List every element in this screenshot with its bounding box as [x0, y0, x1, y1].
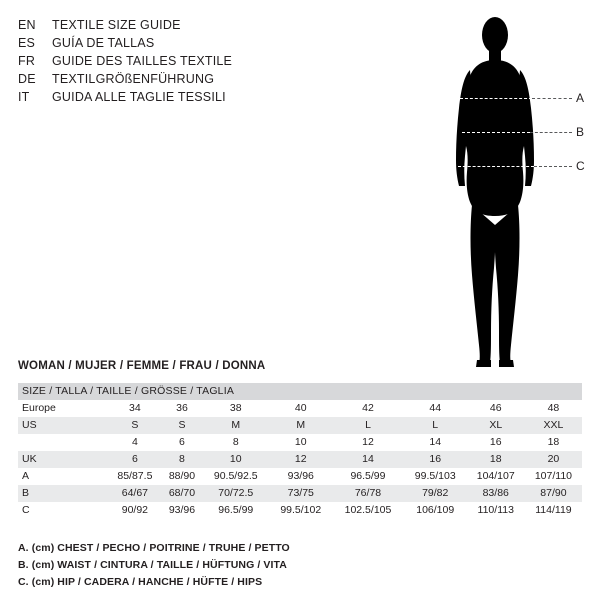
cell: 42 [332, 400, 404, 417]
language-code: IT [18, 90, 30, 104]
cell: 48 [525, 400, 582, 417]
cell: 90/92 [108, 502, 162, 519]
row-label: A [18, 468, 108, 485]
cell: 76/78 [332, 485, 404, 502]
cell: 20 [525, 451, 582, 468]
cell: 4 [108, 434, 162, 451]
cell: 46 [467, 400, 525, 417]
cell: 6 [162, 434, 202, 451]
cell: 8 [162, 451, 202, 468]
language-code: DE [18, 72, 36, 86]
cell: XL [467, 417, 525, 434]
cell: 99.5/102 [269, 502, 332, 519]
cell: 14 [332, 451, 404, 468]
cell: 96.5/99 [202, 502, 269, 519]
table-header-label: SIZE / TALLA / TAILLE / GRÖSSE / TAGLIA [18, 383, 582, 400]
cell: 10 [202, 451, 269, 468]
measure-line-hip-inner [458, 166, 534, 167]
cell: 38 [202, 400, 269, 417]
body-figure-diagram [400, 10, 590, 370]
cell: XXL [525, 417, 582, 434]
language-row [18, 16, 318, 34]
cell: 83/86 [467, 485, 525, 502]
row-label [18, 434, 108, 451]
language-row [18, 88, 318, 106]
cell: L [404, 417, 467, 434]
measurement-legend [18, 540, 578, 591]
cell: 12 [332, 434, 404, 451]
cell: 93/96 [269, 468, 332, 485]
measure-line-waist-inner [462, 132, 530, 133]
table-row [18, 400, 582, 417]
language-title: GUÍA DE TALLAS [52, 36, 155, 50]
measure-line-waist-outer [530, 132, 572, 133]
measure-label-a: A [576, 91, 585, 105]
cell: 87/90 [525, 485, 582, 502]
table-row [18, 485, 582, 502]
cell: 90.5/92.5 [202, 468, 269, 485]
language-row [18, 52, 318, 70]
cell: 104/107 [467, 468, 525, 485]
cell: 34 [108, 400, 162, 417]
language-row [18, 70, 318, 88]
measure-label-c: C [576, 159, 585, 173]
cell: 70/72.5 [202, 485, 269, 502]
size-table [18, 383, 582, 519]
language-title: TEXTILE SIZE GUIDE [52, 18, 181, 32]
cell: 16 [467, 434, 525, 451]
cell: 18 [525, 434, 582, 451]
language-code: FR [18, 54, 36, 68]
table-header-row [18, 383, 582, 400]
cell: 10 [269, 434, 332, 451]
language-header-block [18, 16, 318, 106]
table-row [18, 434, 582, 451]
language-title: GUIDE DES TAILLES TEXTILE [52, 54, 233, 68]
cell: 93/96 [162, 502, 202, 519]
language-code: ES [18, 36, 36, 50]
measure-label-b: B [576, 125, 585, 139]
cell: 99.5/103 [404, 468, 467, 485]
table-row [18, 468, 582, 485]
measure-line-hip-outer [534, 166, 572, 167]
cell: S [162, 417, 202, 434]
table-row [18, 451, 582, 468]
cell: 64/67 [108, 485, 162, 502]
legend-row-b: B. (cm) WAIST / CINTURA / TAILLE / HÜFTUNG / VITA [18, 559, 287, 571]
cell: 16 [404, 451, 467, 468]
cell: L [332, 417, 404, 434]
cell: 68/70 [162, 485, 202, 502]
row-label: Europe [18, 400, 108, 417]
table-row [18, 417, 582, 434]
cell: 73/75 [269, 485, 332, 502]
cell: 96.5/99 [332, 468, 404, 485]
language-row [18, 34, 318, 52]
cell: S [108, 417, 162, 434]
row-label: UK [18, 451, 108, 468]
cell: 102.5/105 [332, 502, 404, 519]
cell: M [202, 417, 269, 434]
cell: 85/87.5 [108, 468, 162, 485]
table-row [18, 502, 582, 519]
cell: 18 [467, 451, 525, 468]
section-heading-woman: WOMAN / MUJER / FEMME / FRAU / DONNA [18, 360, 266, 372]
cell: 114/119 [525, 502, 582, 519]
cell: 106/109 [404, 502, 467, 519]
row-label: B [18, 485, 108, 502]
legend-row-c: C. (cm) HIP / CADERA / HANCHE / HÜFTE / HIPS [18, 576, 263, 588]
cell: 12 [269, 451, 332, 468]
language-code: EN [18, 18, 36, 32]
language-title: GUIDA ALLE TAGLIE TESSILI [52, 90, 226, 104]
cell: 88/90 [162, 468, 202, 485]
cell: 44 [404, 400, 467, 417]
cell: 40 [269, 400, 332, 417]
cell: M [269, 417, 332, 434]
legend-row-a: A. (cm) CHEST / PECHO / POITRINE / TRUHE / PETTO [18, 542, 290, 554]
cell: 79/82 [404, 485, 467, 502]
female-body-silhouette-icon [420, 10, 570, 370]
language-title: TEXTILGRÖßENFÜHRUNG [52, 72, 215, 86]
measure-line-chest-inner [460, 98, 532, 99]
cell: 8 [202, 434, 269, 451]
measure-line-chest-outer [532, 98, 572, 99]
row-label: US [18, 417, 108, 434]
cell: 6 [108, 451, 162, 468]
cell: 14 [404, 434, 467, 451]
cell: 107/110 [525, 468, 582, 485]
row-label: C [18, 502, 108, 519]
cell: 110/113 [467, 502, 525, 519]
cell: 36 [162, 400, 202, 417]
